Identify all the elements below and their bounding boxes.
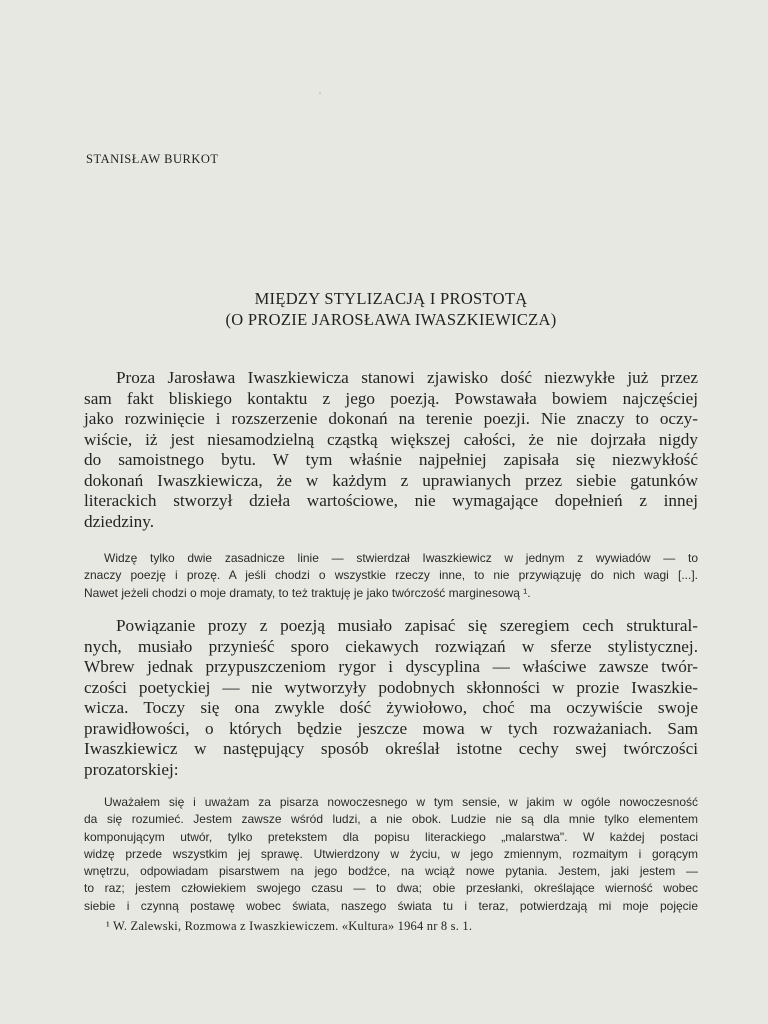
- quote-line: znaczy poezję i prozę. A jeśli chodzi o wszystkie rzeczy inne, to nie przywiązuję do nich wagi [...].: [84, 568, 698, 583]
- quote-line: to raz; jestem człowiekiem swojego czasu — to dwa; obie przesłanki, określające wierność wobec: [84, 881, 698, 896]
- text-line: prozatorskiej:: [84, 759, 179, 779]
- paragraph-2: [84, 616, 698, 780]
- title-line-1: MIĘDZY STYLIZACJĄ I PROSTOTĄ: [254, 289, 528, 308]
- title-line-2: (O PROZIE JAROSŁAWA IWASZKIEWICZA): [225, 310, 557, 329]
- quote-line: Widzę tylko dwie zasadnicze linie — stwierdzał Iwaszkiewicz w jednym z wywiadów — to: [104, 551, 698, 565]
- text-line: literackich stworzył dzieła wartościowe, nie wymagające dopełnień z innej: [84, 491, 698, 510]
- quote-1: [84, 550, 698, 602]
- scan-speck: [319, 92, 321, 94]
- text-line: jako rozwinięcie i rozszerzenie dokonań na terenie poezji. Nie znaczy to oczy-: [84, 409, 698, 428]
- text-line: Powiązanie prozy z poezją musiało zapisać się szeregiem cech struktural-: [116, 616, 698, 635]
- quote-line: siebie i czynną postawę wobec świata, naszego świata tu i teraz, potwierdzają mi moje pojęcie: [84, 898, 698, 913]
- text-line: wiście, iż jest niesamodzielną cząstką większej całości, że nie dojrzała nigdy: [84, 429, 698, 449]
- quote-line: Uważałem się i uważam za pisarza nowoczesnego w tym sensie, w jakim w ogóle nowoczesność: [104, 795, 698, 809]
- text-line: prawidłowości, o których będzie jeszcze mowa w tych rozważaniach. Sam: [84, 718, 698, 738]
- text-line: Proza Jarosława Iwaszkiewicza stanowi zjawisko dość niezwykłe już przez: [116, 368, 698, 387]
- text-line: czości poetyckiej — nie wytworzyły podobnych skłonności w prozie Iwaszkie-: [84, 677, 698, 697]
- quote-line: Nawet jeżeli chodzi o moje dramaty, to też traktuję je jako twórczość marginesową ¹.: [84, 585, 531, 600]
- author-name: STANISŁAW BURKOT: [86, 152, 219, 166]
- quote-line: da się rozumieć. Jestem zawsze wśród ludzi, a nie obok. Ludzie nie są dla mnie tylko elementem: [84, 812, 698, 827]
- quote-2: [84, 794, 698, 915]
- paragraph-1: [84, 368, 698, 532]
- text-line: nych, musiało przynieść sporo ciekawych rozwiązań w sferze stylistycznej.: [84, 636, 698, 656]
- text-line: do samoistnego bytu. W tym właśnie najpełniej zapisała się niezwykłość: [84, 450, 698, 469]
- footnote: ¹ W. Zalewski, Rozmowa z Iwaszkiewiczem. «Kultura» 1964 nr 8 s. 1.: [106, 919, 473, 933]
- text-line: dokonań Iwaszkiewicza, że w każdym z uprawianych przez siebie gatunków: [84, 470, 698, 490]
- text-line: dziedziny.: [84, 511, 154, 531]
- quote-line: komponującym utwór, tylko pretekstem dla popisu literackiego „malarstwa". W każdej postaci: [84, 829, 698, 844]
- text-line: Iwaszkiewicz w następujący sposób określał istotne cechy swej twórczości: [84, 739, 698, 758]
- text-line: sam fakt bliskiego kontaktu z jego poezją. Powstawała bowiem najczęściej: [84, 388, 698, 408]
- quote-line: wnętrzu, odpowiadam pisarstwem na jego bodźce, na wciąż nowe pytania. Jestem, jaki jestem —: [84, 864, 698, 879]
- text-line: wicza. Toczy się ona zwykle dość żywiołowo, choć ma oczywiście swoje: [84, 698, 698, 717]
- text-line: Wbrew jednak przypuszczeniom rygor i dyscyplina — właściwe zawsze twór-: [84, 657, 698, 676]
- quote-line: widzę przede wszystkim jej sprawę. Utwierdzony w życiu, w jego zmiennym, rozmaitym i gorącym: [84, 846, 698, 861]
- article-title: [84, 288, 698, 330]
